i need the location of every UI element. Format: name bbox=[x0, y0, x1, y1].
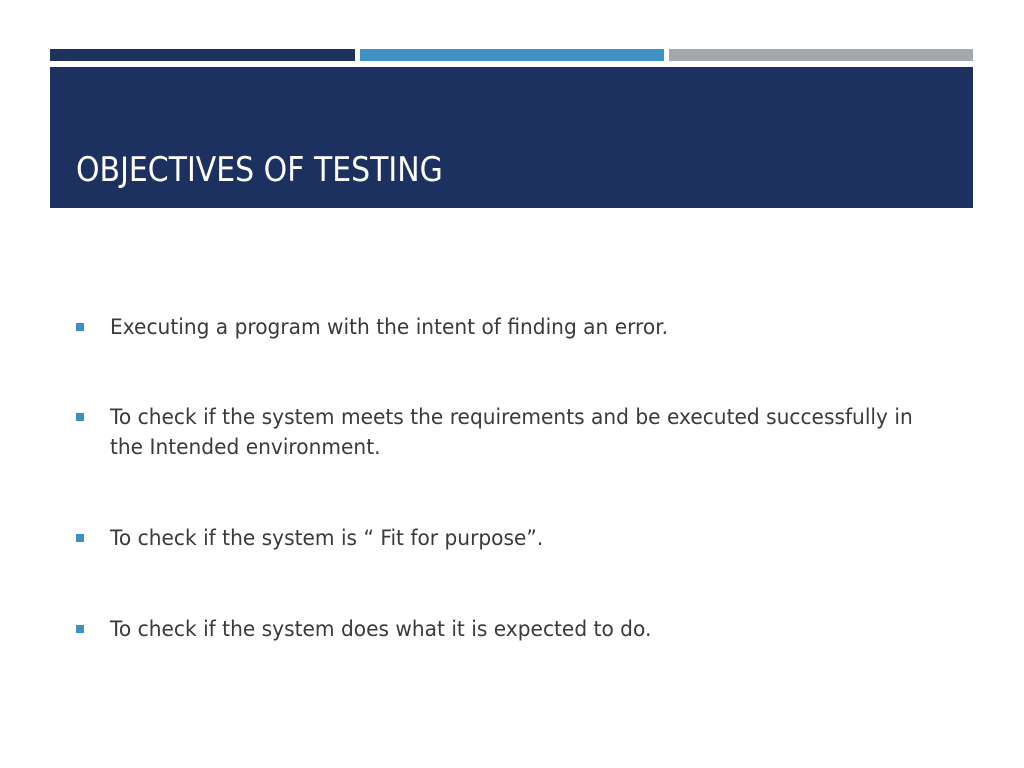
accent-bar-dark-blue bbox=[50, 49, 355, 61]
square-bullet-icon bbox=[76, 323, 84, 331]
square-bullet-icon bbox=[76, 413, 84, 421]
accent-bar-light-blue bbox=[360, 49, 664, 61]
bullet-text: To check if the system meets the requirements and be executed successfully in the Intended environment. bbox=[110, 405, 913, 459]
square-bullet-icon bbox=[76, 625, 84, 633]
title-banner bbox=[50, 67, 973, 208]
bullet-text: To check if the system is “ Fit for purpose”. bbox=[110, 526, 544, 550]
slide-title: OBJECTIVES OF TESTING bbox=[76, 150, 443, 190]
bullet-text: To check if the system does what it is expected to do. bbox=[110, 617, 652, 641]
square-bullet-icon bbox=[76, 534, 84, 542]
bullet-text: Executing a program with the intent of finding an error. bbox=[110, 315, 669, 339]
accent-bar-gray bbox=[669, 49, 973, 61]
